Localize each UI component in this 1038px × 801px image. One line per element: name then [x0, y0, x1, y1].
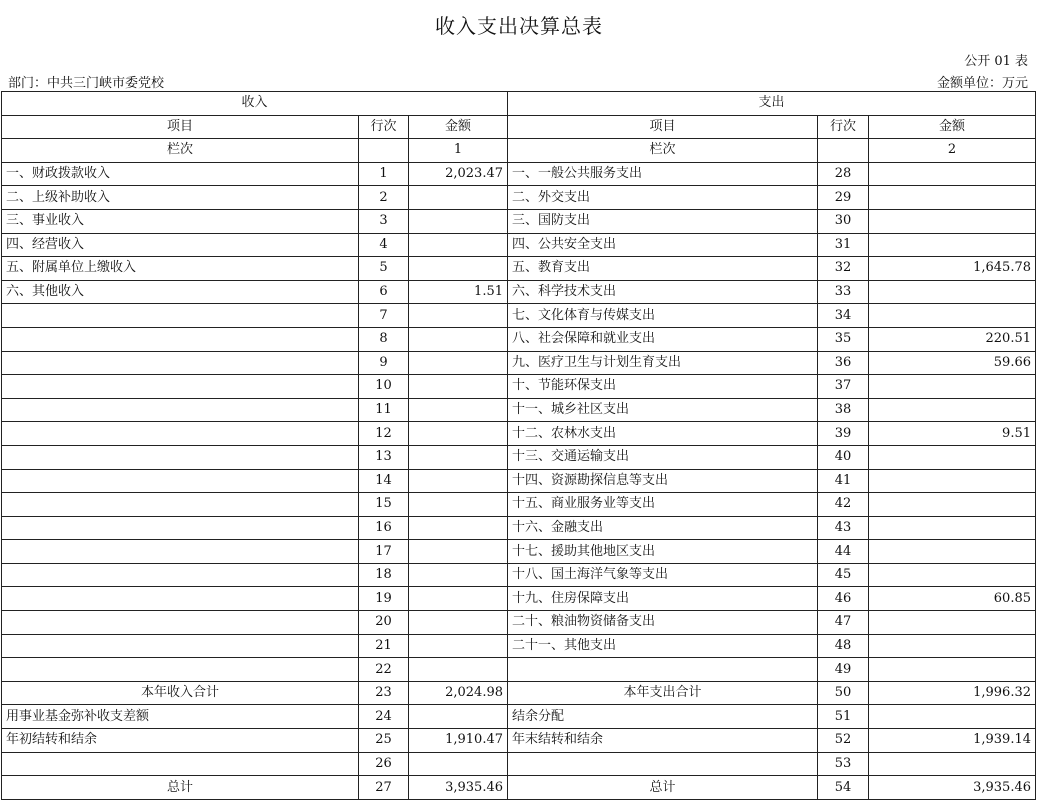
expense-amount-cell: 60.85: [869, 587, 1036, 611]
income-row-number: 24: [359, 705, 409, 729]
expense-section-header: 支出: [508, 92, 1036, 116]
expense-item-cell: 总计: [508, 776, 818, 800]
header-row-sections: [2, 92, 1036, 116]
expense-row-number: 46: [818, 587, 869, 611]
income-item-cell: [2, 422, 359, 446]
income-expense-table: [1, 91, 1036, 800]
income-row-number: 8: [359, 327, 409, 351]
expense-row-number: 33: [818, 280, 869, 304]
income-item-cell: [2, 304, 359, 328]
income-amount-cell: [409, 398, 508, 422]
income-item-cell: 用事业基金弥补收支差额: [2, 705, 359, 729]
expense-item-cell: 十七、援助其他地区支出: [508, 540, 818, 564]
income-row-number: 2: [359, 186, 409, 210]
table-row: [2, 445, 1036, 469]
income-item-cell: [2, 469, 359, 493]
expense-row-number: 43: [818, 516, 869, 540]
expense-amount-cell: [869, 445, 1036, 469]
expense-item-cell: 十二、农林水支出: [508, 422, 818, 446]
table-row: [2, 516, 1036, 540]
income-section-header: 收入: [2, 92, 508, 116]
income-row-number: 6: [359, 280, 409, 304]
income-row-col-header: 行次: [359, 115, 409, 139]
expense-lanci-label: 栏次: [508, 139, 818, 163]
expense-row-number: 31: [818, 233, 869, 257]
expense-amount-cell: [869, 209, 1036, 233]
income-amount-cell: [409, 257, 508, 281]
income-row-number: 13: [359, 445, 409, 469]
expense-row-number: 51: [818, 705, 869, 729]
expense-item-cell: [508, 658, 818, 682]
expense-row-number: 53: [818, 752, 869, 776]
income-row-number: 12: [359, 422, 409, 446]
income-row-number: 27: [359, 776, 409, 800]
table-row: [2, 398, 1036, 422]
expense-row-number: 30: [818, 209, 869, 233]
expense-row-number: 48: [818, 634, 869, 658]
expense-item-cell: 十八、国土海洋气象等支出: [508, 563, 818, 587]
expense-amount-cell: [869, 162, 1036, 186]
income-row-number: 20: [359, 611, 409, 635]
expense-item-cell: 二十一、其他支出: [508, 634, 818, 658]
expense-row-number: 44: [818, 540, 869, 564]
table-row: [2, 729, 1036, 753]
income-item-cell: 二、上级补助收入: [2, 186, 359, 210]
table-row: [2, 634, 1036, 658]
table-row: [2, 469, 1036, 493]
income-amount-cell: [409, 493, 508, 517]
header-row-lanci: [2, 139, 1036, 163]
expense-amount-cell: 1,996.32: [869, 681, 1036, 705]
table-row: [2, 563, 1036, 587]
expense-amount-cell: [869, 469, 1036, 493]
income-row-number: 26: [359, 752, 409, 776]
table-row: [2, 209, 1036, 233]
income-item-cell: [2, 563, 359, 587]
income-row-number: 9: [359, 351, 409, 375]
expense-row-number: 35: [818, 327, 869, 351]
income-item-cell: [2, 327, 359, 351]
expense-amount-cell: 220.51: [869, 327, 1036, 351]
income-amount-cell: [409, 422, 508, 446]
expense-row-number: 50: [818, 681, 869, 705]
income-item-cell: 五、附属单位上缴收入: [2, 257, 359, 281]
income-item-cell: [2, 375, 359, 399]
expense-amount-cell: [869, 658, 1036, 682]
income-amount-cell: [409, 752, 508, 776]
table-row: [2, 611, 1036, 635]
table-row: [2, 681, 1036, 705]
income-amount-cell: [409, 587, 508, 611]
expense-item-cell: 十五、商业服务业等支出: [508, 493, 818, 517]
table-row: [2, 705, 1036, 729]
table-row: [2, 233, 1036, 257]
income-item-cell: [2, 658, 359, 682]
expense-item-cell: 结余分配: [508, 705, 818, 729]
income-row-number: 4: [359, 233, 409, 257]
table-row: [2, 776, 1036, 800]
income-item-cell: [2, 351, 359, 375]
income-item-cell: [2, 540, 359, 564]
table-row: [2, 257, 1036, 281]
table-row: [2, 658, 1036, 682]
income-col-number: 1: [409, 139, 508, 163]
expense-row-number: 34: [818, 304, 869, 328]
table-row: [2, 587, 1036, 611]
income-item-cell: [2, 752, 359, 776]
expense-row-number: 36: [818, 351, 869, 375]
expense-amount-cell: 3,935.46: [869, 776, 1036, 800]
department-label: 部门：中共三门峡市委党校: [8, 76, 165, 91]
income-amount-cell: [409, 469, 508, 493]
table-row: [2, 493, 1036, 517]
income-item-cell: 本年收入合计: [2, 681, 359, 705]
expense-amount-cell: 1,645.78: [869, 257, 1036, 281]
expense-item-col-header: 项目: [508, 115, 818, 139]
income-amount-cell: [409, 375, 508, 399]
expense-item-cell: 十三、交通运输支出: [508, 445, 818, 469]
expense-row-number: 45: [818, 563, 869, 587]
income-item-cell: [2, 587, 359, 611]
income-row-number: 11: [359, 398, 409, 422]
table-row: [2, 422, 1036, 446]
income-row-number: 15: [359, 493, 409, 517]
expense-item-cell: 本年支出合计: [508, 681, 818, 705]
expense-amount-cell: [869, 280, 1036, 304]
income-amount-cell: 2,024.98: [409, 681, 508, 705]
income-row-number: 21: [359, 634, 409, 658]
amount-unit-label: 金额单位：万元: [936, 76, 1028, 91]
income-amount-cell: [409, 304, 508, 328]
expense-row-number: 28: [818, 162, 869, 186]
income-amount-cell: 1.51: [409, 280, 508, 304]
income-row-number: 19: [359, 587, 409, 611]
header-row-columns: [2, 115, 1036, 139]
income-item-cell: 六、其他收入: [2, 280, 359, 304]
income-row-number: 16: [359, 516, 409, 540]
expense-amount-cell: [869, 611, 1036, 635]
table-row: [2, 752, 1036, 776]
income-row-number: 23: [359, 681, 409, 705]
income-item-cell: [2, 516, 359, 540]
expense-amount-cell: 1,939.14: [869, 729, 1036, 753]
income-amount-cell: [409, 445, 508, 469]
expense-item-cell: 十、节能环保支出: [508, 375, 818, 399]
expense-row-number: 40: [818, 445, 869, 469]
expense-row-number: 38: [818, 398, 869, 422]
table-row: [2, 327, 1036, 351]
expense-amount-cell: [869, 752, 1036, 776]
expense-amount-cell: [869, 233, 1036, 257]
expense-item-cell: 十六、金融支出: [508, 516, 818, 540]
expense-col-number: 2: [869, 139, 1036, 163]
expense-item-cell: 七、文化体育与传媒支出: [508, 304, 818, 328]
table-row: [2, 375, 1036, 399]
expense-amount-cell: [869, 304, 1036, 328]
expense-item-cell: 一、一般公共服务支出: [508, 162, 818, 186]
expense-item-cell: 年末结转和结余: [508, 729, 818, 753]
expense-item-cell: 六、科学技术支出: [508, 280, 818, 304]
expense-amount-cell: 9.51: [869, 422, 1036, 446]
table-row: [2, 351, 1036, 375]
expense-row-number: 39: [818, 422, 869, 446]
income-amount-cell: [409, 658, 508, 682]
expense-row-number: 37: [818, 375, 869, 399]
expense-item-cell: 五、教育支出: [508, 257, 818, 281]
income-item-cell: [2, 611, 359, 635]
expense-amount-cell: [869, 493, 1036, 517]
income-amount-cell: [409, 611, 508, 635]
income-row-number: 25: [359, 729, 409, 753]
expense-amount-cell: [869, 375, 1036, 399]
income-row-number: 3: [359, 209, 409, 233]
income-amount-cell: [409, 327, 508, 351]
expense-item-cell: 十九、住房保障支出: [508, 587, 818, 611]
income-amount-cell: [409, 351, 508, 375]
expense-row-col-header: 行次: [818, 115, 869, 139]
form-number: 公开 01 表: [964, 54, 1028, 69]
page-title: 收入支出决算总表: [435, 14, 603, 38]
expense-row-number: 54: [818, 776, 869, 800]
income-amount-cell: 1,910.47: [409, 729, 508, 753]
income-row-number: 1: [359, 162, 409, 186]
expense-row-number: 32: [818, 257, 869, 281]
income-amount-cell: [409, 209, 508, 233]
income-amount-cell: [409, 186, 508, 210]
income-row-number: 14: [359, 469, 409, 493]
income-row-number: 5: [359, 257, 409, 281]
income-amount-cell: [409, 563, 508, 587]
income-amount-cell: [409, 634, 508, 658]
expense-amount-cell: [869, 540, 1036, 564]
income-lanci-label: 栏次: [2, 139, 359, 163]
income-row-number: 18: [359, 563, 409, 587]
income-item-cell: 总计: [2, 776, 359, 800]
expense-row-number: 47: [818, 611, 869, 635]
income-item-cell: [2, 634, 359, 658]
income-row-number: 7: [359, 304, 409, 328]
income-amount-col-header: 金额: [409, 115, 508, 139]
income-lanci-row: [359, 139, 409, 163]
expense-amount-cell: [869, 705, 1036, 729]
expense-amount-cell: [869, 516, 1036, 540]
table-row: [2, 280, 1036, 304]
table-row: [2, 186, 1036, 210]
expense-amount-cell: [869, 563, 1036, 587]
expense-row-number: 52: [818, 729, 869, 753]
expense-row-number: 42: [818, 493, 869, 517]
income-row-number: 17: [359, 540, 409, 564]
income-item-cell: 三、事业收入: [2, 209, 359, 233]
expense-amount-col-header: 金额: [869, 115, 1036, 139]
income-item-col-header: 项目: [2, 115, 359, 139]
income-item-cell: 年初结转和结余: [2, 729, 359, 753]
expense-item-cell: 十四、资源勘探信息等支出: [508, 469, 818, 493]
expense-item-cell: 九、医疗卫生与计划生育支出: [508, 351, 818, 375]
income-item-cell: [2, 445, 359, 469]
expense-item-cell: [508, 752, 818, 776]
income-item-cell: 四、经营收入: [2, 233, 359, 257]
table-row: [2, 540, 1036, 564]
income-item-cell: 一、财政拨款收入: [2, 162, 359, 186]
expense-row-number: 29: [818, 186, 869, 210]
income-row-number: 22: [359, 658, 409, 682]
expense-item-cell: 八、社会保障和就业支出: [508, 327, 818, 351]
income-item-cell: [2, 398, 359, 422]
income-row-number: 10: [359, 375, 409, 399]
expense-item-cell: 三、国防支出: [508, 209, 818, 233]
income-amount-cell: 2,023.47: [409, 162, 508, 186]
expense-amount-cell: [869, 398, 1036, 422]
expense-amount-cell: [869, 186, 1036, 210]
expense-lanci-row: [818, 139, 869, 163]
income-amount-cell: 3,935.46: [409, 776, 508, 800]
expense-item-cell: 二、外交支出: [508, 186, 818, 210]
income-amount-cell: [409, 233, 508, 257]
expense-amount-cell: 59.66: [869, 351, 1036, 375]
income-amount-cell: [409, 516, 508, 540]
expense-amount-cell: [869, 634, 1036, 658]
table-row: [2, 304, 1036, 328]
expense-row-number: 41: [818, 469, 869, 493]
expense-row-number: 49: [818, 658, 869, 682]
income-amount-cell: [409, 540, 508, 564]
table-row: [2, 162, 1036, 186]
income-item-cell: [2, 493, 359, 517]
expense-item-cell: 二十、粮油物资储备支出: [508, 611, 818, 635]
income-amount-cell: [409, 705, 508, 729]
expense-item-cell: 四、公共安全支出: [508, 233, 818, 257]
expense-item-cell: 十一、城乡社区支出: [508, 398, 818, 422]
